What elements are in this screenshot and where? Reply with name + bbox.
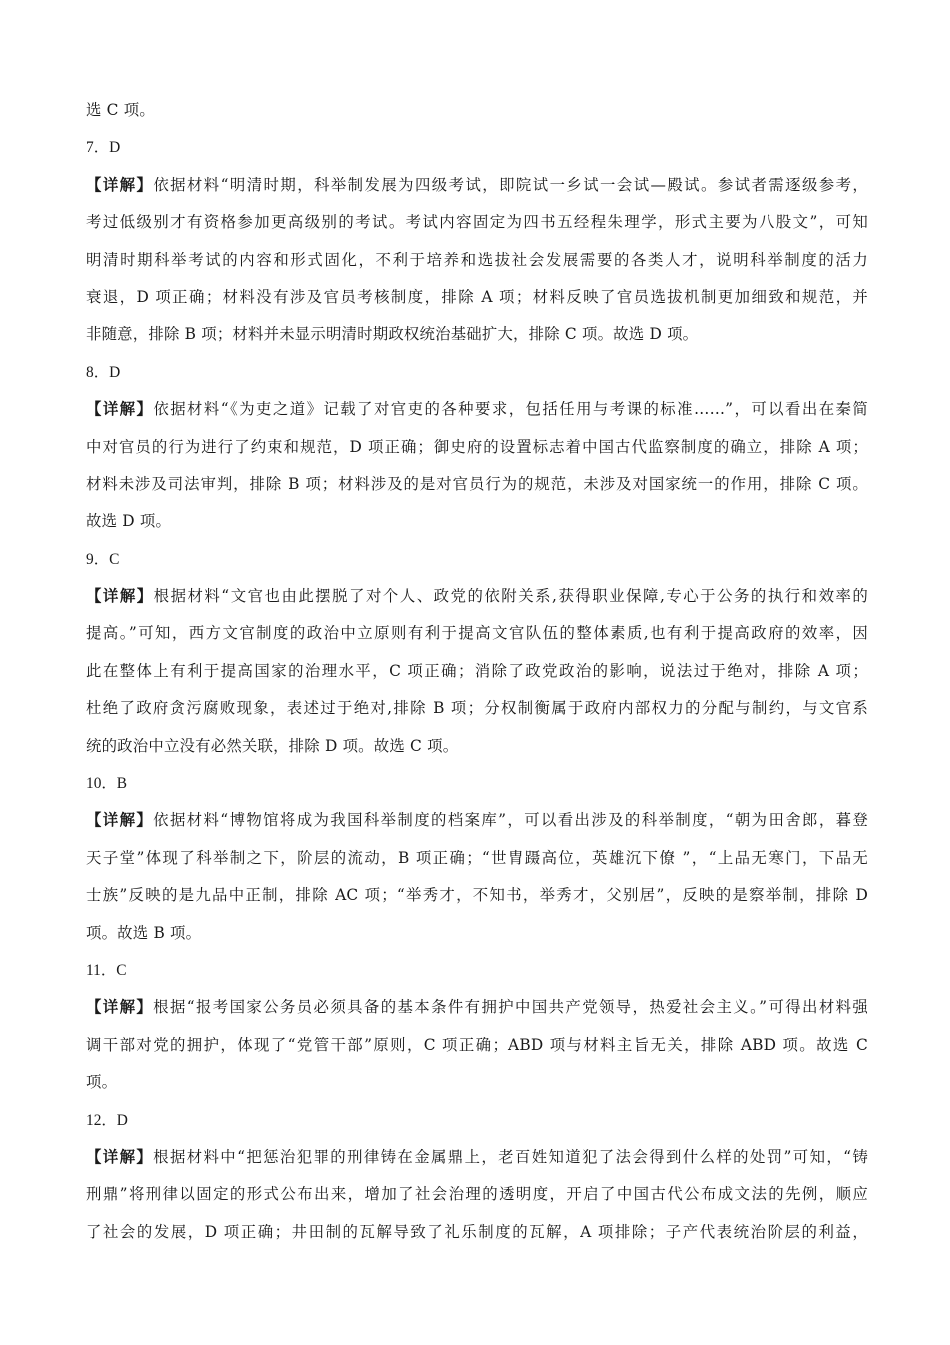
detail-tag: 【详解】	[86, 587, 154, 606]
explanation-line: 【详解】根据材料中“把惩治犯罪的刑律铸在金属鼎上，老百姓知道犯了法会得到什么样的处罚”可知，“铸	[86, 1147, 868, 1166]
explanation-line: 【详解】依据材料“明清时期，科举制发展为四级考试，即院试一乡试一会试—殿试。参试者需逐级参考，	[86, 175, 868, 194]
explanation-line: 材料未涉及司法审判，排除 B 项；材料涉及的是对官员行为的规范，未涉及对国家统一的作用，排除 C 项。	[86, 474, 868, 493]
detail-tag: 【详解】	[86, 1147, 154, 1166]
explanation-line: 故选 D 项。	[86, 512, 172, 531]
explanation-line: 杜绝了政府贪污腐败现象，表述过于绝对,排除 B 项；分权制衡属于政府内部权力的分配与制约，与文官系	[86, 699, 868, 718]
detail-tag: 【详解】	[86, 400, 154, 419]
explanation-line: 衰退，D 项正确；材料没有涉及官员考核制度，排除 A 项；材料反映了官员选拔机制更加细致和规范，并	[86, 287, 868, 306]
explanation-line: 项。	[86, 1073, 118, 1092]
explanation-line: 【详解】根据材料“文官也由此摆脱了对个人、政党的依附关系,获得职业保障,专心于公务的执行和效率的	[86, 587, 868, 606]
document-page	[86, 92, 868, 1251]
explanation-line: 项。故选 B 项。	[86, 923, 202, 942]
detail-tag: 【详解】	[86, 998, 154, 1017]
answer-12: 12．D	[86, 1111, 128, 1129]
explanation-line: 天子堂”体现了科举制之下，阶层的流动，B 项正确；“世胄蹑高位，英雄沉下僚 ”，“上品无寒门，下品无	[86, 848, 868, 867]
answer-7: 7．D	[86, 139, 121, 157]
explanation-line: 士族”反映的是九品中正制，排除 AC 项；“举秀才，不知书，举秀才，父别居”，反映的是察举制，排除 D	[86, 886, 868, 905]
explanation-line: 【详解】依据材料“博物馆将成为我国科举制度的档案库”，可以看出涉及的科举制度，“朝为田舍郎，暮登	[86, 811, 868, 830]
explanation-line: 【详解】根据“报考国家公务员必须具备的基本条件有拥护中国共产党领导，热爱社会主义。”可得出材料强	[86, 998, 868, 1017]
explanation-line: 刑鼎”将刑律以固定的形式公布出来，增加了社会治理的透明度，开启了中国古代公布成文法的先例，顺应	[86, 1185, 868, 1204]
explanation-line: 中对官员的行为进行了约束和规范，D 项正确；御史府的设置标志着中国古代监察制度的确立，排除 A 项；	[86, 437, 868, 456]
explanation-line: 非随意，排除 B 项；材料并未显示明清时期政权统治基础扩大，排除 C 项。故选 D 项。	[86, 325, 699, 344]
explanation-line: 了社会的发展，D 项正确；井田制的瓦解导致了礼乐制度的瓦解，A 项排除；子产代表统治阶层的利益，	[86, 1222, 868, 1241]
explanation-line: 考过低级别才有资格参加更高级别的考试。考试内容固定为四书五经程朱理学，形式主要为八股文”，可知	[86, 213, 868, 232]
answer-11: 11．C	[86, 961, 127, 979]
explanation-line: 提高。”可知，西方文官制度的政治中立原则有利于提高文官队伍的整体素质,也有利于提高政府的效率，因	[86, 624, 868, 643]
detail-tag: 【详解】	[86, 811, 154, 830]
answer-10: 10．B	[86, 775, 128, 793]
detail-tag: 【详解】	[86, 175, 154, 194]
answer-8: 8．D	[86, 363, 121, 381]
explanation-line: 此在整体上有利于提高国家的治理水平，C 项正确；消除了政党政治的影响，说法过于绝对，排除 A 项；	[86, 661, 868, 680]
explanation-line: 【详解】依据材料“《为吏之道》记载了对官吏的各种要求，包括任用与考课的标准……”，可以看出在秦简	[86, 400, 868, 419]
explanation-line: 调干部对党的拥护，体现了“党管干部”原则，C 项正确；ABD 项与材料主旨无关，排除 ABD 项。故选 C	[86, 1035, 868, 1054]
explanation-line: 明清时期科举考试的内容和形式固化，不利于培养和选拔社会发展需要的各类人才，说明科举制度的活力	[86, 250, 868, 269]
explanation-line: 统的政治中立没有必然关联，排除 D 项。故选 C 项。	[86, 736, 459, 755]
intro-line: 选 C 项。	[86, 101, 155, 119]
answer-9: 9．C	[86, 550, 120, 568]
